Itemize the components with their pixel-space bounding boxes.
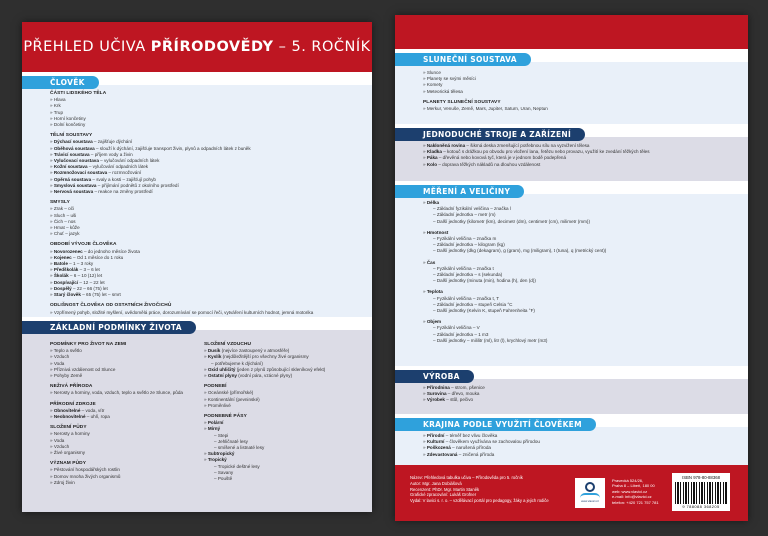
- content-group: [50, 342, 204, 379]
- list-item: » Nervová soustava – reakce na změny prostředí: [50, 189, 358, 195]
- list-item: » Krk: [50, 103, 358, 109]
- content-group: [50, 91, 358, 128]
- list-item: » Poškozená – narušená příroda: [423, 445, 734, 451]
- item-term: Poškozená: [426, 445, 451, 451]
- publisher-line: telefon: +420 721 757 781: [612, 499, 659, 505]
- list-item: » Kolo – doprava těžkých nákladů na dlouhou vzdálenost: [423, 162, 734, 168]
- list-item: » Hmat – kůže: [50, 225, 358, 231]
- section-slunecni: [395, 49, 748, 124]
- item-term: Přírodnina: [426, 385, 450, 390]
- list-item: » Páka – dřevěná nebo kovová tyč, která je v jednom bodě podepřená: [423, 155, 734, 161]
- item-term: Dusík: [207, 348, 221, 354]
- group-title: ČÁSTI LIDSKÉHO TĚLA: [50, 91, 107, 96]
- section-mereni: [395, 181, 748, 366]
- list-item: – Fyzikální veličina – značka t, T: [423, 296, 734, 302]
- list-item: – Fyzikální veličina – značka m: [423, 236, 734, 242]
- group-title: NEŽIVÁ PŘÍRODA: [50, 384, 93, 390]
- list-item: » Přírodní – téměř bez vlivu člověka: [423, 433, 734, 439]
- list-item: » Proměnlivé: [204, 403, 358, 409]
- content-group: [50, 303, 358, 315]
- item-term: Vylučovací soustava: [53, 158, 99, 164]
- item-term: Dospělý: [53, 285, 72, 291]
- section-title: MĚŘENÍ A VELIČINY: [395, 185, 524, 198]
- list-item: » Předškolák – 3 – 6 let: [50, 267, 358, 273]
- item-term: Předškolák: [53, 267, 79, 273]
- section-clovek: [22, 72, 372, 317]
- content-group: [204, 414, 358, 482]
- item-term: Kojenec: [53, 254, 72, 260]
- list-item: » Neobnovitelné – uhlí, ropa: [50, 414, 204, 420]
- section-podminky: [22, 317, 372, 512]
- content-group: [423, 433, 734, 458]
- group-title: TĚLNÍ SOUSTAVY: [50, 133, 93, 139]
- list-item: » Živé organismy: [50, 450, 204, 456]
- list-item: » Kyslík (nejdůležitější pro všechny živé organismy: [204, 354, 358, 360]
- list-item: » Čich – nos: [50, 219, 358, 225]
- publisher-line: Pravecká 524/26,: [612, 478, 644, 483]
- list-item: – potřebujeme k dýchání): [204, 361, 358, 367]
- list-item: » Vzduch: [50, 444, 204, 450]
- list-item: » Hlava: [50, 97, 358, 103]
- group-title: SLOŽENÍ PŮDY: [50, 425, 87, 431]
- footer-line: Název: Přehledová tabulka učiva – Přírodověda pro 5. ročník: [410, 475, 523, 480]
- item-term: Oxid uhličitý: [207, 366, 236, 372]
- list-item: – Fyzikální veličina – V: [423, 325, 734, 331]
- list-item: » Vzduch: [50, 354, 204, 360]
- list-item: » Meteorická tělesa: [423, 89, 734, 95]
- footer-credits: [410, 475, 549, 504]
- list-item: » Nerosty a horniny: [50, 431, 204, 437]
- item-term: Neobnovitelné: [53, 414, 86, 420]
- list-item: » Opěrná soustava – svaly a kosti – zajišťují pohyb: [50, 177, 358, 183]
- footer: [395, 465, 748, 521]
- footer-line: Vydal: V lavici s. r. o. – vzdělávací portál pro pedagogy, žáky a jejich rodiče: [410, 498, 549, 504]
- publisher-line: web: www.vlavici.cz: [612, 488, 648, 494]
- item-term: Kožní soustava: [53, 164, 88, 170]
- content-group: [423, 319, 734, 344]
- content-group: [50, 402, 204, 421]
- group-title: SLOŽENÍ VZDUCHU: [204, 342, 252, 347]
- list-item: – Pouště: [204, 476, 358, 482]
- list-item: » Domov mnoha živých organismů: [50, 474, 204, 480]
- left-page: [22, 22, 372, 512]
- list-item: » Novorozenec – do jednoho měsíce života: [50, 249, 358, 255]
- list-item: » Přírodnina – strom, pšenice: [423, 385, 734, 391]
- item-term: Dospívající: [53, 279, 79, 285]
- item-term: Páka: [426, 155, 438, 161]
- item-term: Subtropický: [207, 451, 235, 457]
- content-group: [50, 133, 358, 195]
- list-item: » Zdevastovaná – zničená příroda: [423, 452, 734, 458]
- item-term: Kladka: [426, 149, 442, 155]
- list-item: – Základní jednotka – s (sekunda): [423, 272, 734, 278]
- item-term: Rozmnožovací soustava: [53, 170, 108, 176]
- list-item: » Vylučovací soustava – vylučování odpadních látek: [50, 158, 358, 164]
- item-term: Starý člověk: [53, 292, 81, 298]
- list-item: » Starý člověk – 65 (75) let – smrt: [50, 292, 358, 298]
- list-item: » Oxid uhličitý (jeden z plynů způsobující skleníkový efekt): [204, 367, 358, 373]
- list-item: » Dospívající – 12 – 22 let: [50, 280, 358, 286]
- section-vyroba: [395, 366, 748, 414]
- list-item: » Komety: [423, 82, 734, 88]
- list-item: » Oběhová soustava – slouží k dýchání, zajišťuje transport živin, plynů a odpadních látek z buněk: [50, 146, 358, 152]
- item-term: Nervová soustava: [53, 189, 94, 195]
- content-group: [423, 70, 734, 95]
- list-item: – Stepi: [204, 433, 358, 439]
- item-term: Kolo: [426, 161, 438, 167]
- list-item: » Smyslová soustava – přijímání podnětů z okolního prostředí: [50, 183, 358, 189]
- publisher-address: [612, 478, 659, 505]
- section-stroje: [395, 124, 748, 181]
- group-title: PODNEBÍ: [204, 384, 227, 390]
- content-group: [50, 384, 204, 396]
- content-group: [50, 200, 358, 237]
- list-item: » Zdroj živin: [50, 480, 204, 486]
- item-term: Zdevastovaná: [426, 451, 458, 457]
- item-term: Dýchací soustava: [53, 139, 93, 145]
- content-group: [204, 342, 358, 379]
- list-item: » Obnovitelné – voda, vítr: [50, 408, 204, 414]
- publisher-logo: www.vlavici.cz: [575, 478, 605, 508]
- content-group: [423, 385, 734, 404]
- content-group: [50, 425, 204, 456]
- list-item: – Další jednotky (Kelvin K, stupeň Fahrenheita °F): [423, 308, 734, 314]
- publisher-line: e-mail: info@vlavici.cz: [612, 494, 652, 500]
- list-item: » Kontinentální (pevninské): [204, 397, 358, 403]
- list-item: » Kladka – kotouč s drážkou po obvodu pro vložení lana, řetězu nebo provazu, využití ke zvedání těžkých těles: [423, 149, 734, 155]
- list-item: » Pohyby Země: [50, 373, 204, 379]
- section-title: VÝROBA: [395, 370, 474, 383]
- item-term: Obnovitelné: [53, 407, 81, 413]
- list-item: – Základní jednotka – 1 m3: [423, 332, 734, 338]
- item-term: Opěrná soustava: [53, 176, 92, 182]
- section-krajina: [395, 414, 748, 469]
- item-term: Surovina: [426, 391, 447, 397]
- item-term: Kyslík: [207, 354, 222, 360]
- list-item: » Kojenec – Od 1 měsíce do 1 roku: [50, 255, 358, 261]
- group-title: PODMÍNKY PRO ŽIVOT NA ZEMI: [50, 342, 127, 347]
- footer-line: Grafické zpracování: Lukáš Grofner: [410, 492, 477, 498]
- list-item: – smíšené a listnaté lesy: [204, 445, 358, 451]
- group-title: SMYSLY: [50, 200, 70, 206]
- list-item: » Batole – 1 – 3 roky: [50, 261, 358, 267]
- group-title: PODNEBNÉ PÁSY: [204, 414, 247, 420]
- list-item: – Jehličnaté lesy: [204, 439, 358, 445]
- list-item: » Trávicí soustava – příjem vody a živin: [50, 152, 358, 158]
- list-item: » Nerosty a horniny, voda, vzduch, teplo a světlo ze Slunce, půda: [50, 390, 204, 396]
- item-term: Ostatní plyny: [207, 373, 237, 379]
- page-header: [22, 22, 372, 72]
- item-term: Čas: [426, 259, 436, 265]
- item-term: Nakloněná rovina: [426, 143, 466, 148]
- list-item: » Výrobek – stůl, pečivo: [423, 397, 734, 403]
- book-icon: [580, 493, 600, 498]
- list-item: » Ostatní plyny (vodní pára, vzácné plyny): [204, 373, 358, 379]
- item-term: Objem: [426, 319, 442, 325]
- group-title: PLANETY SLUNEČNÍ SOUSTAVY: [423, 99, 501, 105]
- list-item: » Dolní končetiny: [50, 122, 358, 128]
- publisher-line: Praha 8 – Libeň, 180 00: [612, 483, 655, 489]
- list-item: » Slunce: [423, 70, 734, 76]
- right-page: [395, 15, 748, 521]
- item-term: Novorozenec: [53, 248, 83, 254]
- list-item: » Trup: [50, 110, 358, 116]
- list-item: – Tropické deštné lesy: [204, 464, 358, 470]
- list-item: » Kulturní – člověkem využívána se zachovalou přírodou: [423, 439, 734, 445]
- footer-line: Recenzent: PhDr. Mgr. Martin Staněk: [410, 486, 480, 492]
- list-item: » Dusík (nejvíce zastoupený v atmosféře): [204, 348, 358, 354]
- list-item: » Kožní soustava – vylučování odpadních látek: [50, 164, 358, 170]
- list-item: – Základní jednotka – kilogram (kg): [423, 242, 734, 248]
- item-term: Polární: [207, 420, 224, 426]
- page-header: [395, 15, 748, 49]
- list-item: » Dýchací soustava – zajišťuje dýchání: [50, 139, 358, 145]
- group-title: PŘÍRODNÍ ZDROJE: [50, 401, 96, 407]
- list-item: – Fyzikální veličina – značka t: [423, 266, 734, 272]
- item-term: Smyslová soustava: [53, 182, 97, 188]
- item-term: Teplota: [426, 289, 443, 295]
- list-item: » Dospělý – 22 – 66 (75) let: [50, 286, 358, 292]
- content-group: [423, 289, 734, 314]
- list-item: – Další jednotky (minuta (min), hodina (h), den (d)): [423, 278, 734, 284]
- list-item: – Základní fyzikální veličina – značka l: [423, 206, 734, 212]
- list-item: » Voda: [50, 438, 204, 444]
- item-term: Trávicí soustava: [53, 151, 90, 157]
- section-title: JEDNODUCHÉ STROJE A ZAŘÍZENÍ: [395, 128, 585, 141]
- item-term: Mírný: [207, 426, 221, 432]
- item-term: Délka: [426, 200, 440, 205]
- list-item: » Pěstování hospodářských rostlin: [50, 467, 204, 473]
- list-item: » Horní končetiny: [50, 116, 358, 122]
- isbn-barcode: ISBN 978-80-88368 9 788088 368205: [672, 473, 730, 511]
- list-item: » Nakloněná rovina – šikmá deska zmenšující potřebnou sílu na vyzvižení tělesa: [423, 143, 734, 149]
- page-title: PŘEHLED UČIVA PŘÍRODOVĚDY – 5. ROČNÍK: [23, 39, 371, 55]
- list-item: » Rozmnožovací soustava – rozmnožování: [50, 170, 358, 176]
- list-item: – Další jednotky (kilometr (km), decimetr (dm), centimetr (cm), milimetr (mm)): [423, 219, 734, 225]
- item-term: Přírodní: [426, 433, 445, 438]
- content-group: [423, 230, 734, 255]
- section-title: ČLOVĚK: [22, 76, 99, 89]
- list-item: – Další jednotky – mililitr (ml), litr (l), krychlový metr (m3): [423, 338, 734, 344]
- list-item: » Vzpřímený pohyb, složité myšlení, uvědomělá práce, dorozumívání se pomocí řeči, vytváření kulturních hodnot, jemná motorika: [50, 310, 358, 316]
- content-group: [50, 461, 204, 486]
- list-item: » Zrak – oči: [50, 206, 358, 212]
- list-item: – Další jednotky (dkg (dekagram), g (gram), mg (miligram), t (tuna), q (metrický cent)): [423, 248, 734, 254]
- item-term: Výrobek: [426, 397, 445, 403]
- content-group: [423, 200, 734, 225]
- item-term: Batole: [53, 261, 68, 267]
- list-item: – Savany: [204, 470, 358, 476]
- section-title: SLUNEČNÍ SOUSTAVA: [395, 53, 531, 66]
- content-group: [423, 100, 734, 112]
- item-term: Školák: [53, 273, 69, 279]
- list-item: » Planety se svými měsíci: [423, 76, 734, 82]
- group-title: VÝZNAM PŮDY: [50, 461, 87, 467]
- content-group: [204, 384, 358, 409]
- list-item: » Voda: [50, 361, 204, 367]
- list-item: » Merkur, Venuše, Země, Mars, Jupiter, Saturn, Uran, Neptun: [423, 106, 734, 112]
- list-item: – Základní jednotka – metr (m): [423, 212, 734, 218]
- section-title: KRAJINA PODLE VYUŽITÍ ČLOVĚKEM: [395, 418, 596, 431]
- list-item: » Školák – 6 – 10 (12) let: [50, 273, 358, 279]
- section-title: ZÁKLADNÍ PODMÍNKY ŽIVOTA: [22, 321, 196, 334]
- person-icon: [585, 482, 595, 492]
- list-item: » Teplo a světlo: [50, 348, 204, 354]
- footer-line: Autor: Mgr. Jana Dobiášová: [410, 480, 462, 486]
- group-title: ODLIŠNOST ČLOVĚKA OD OSTATNÍCH ŽIVOČICHŮ: [50, 303, 172, 309]
- list-item: » Surovina – dřevo, mouka: [423, 391, 734, 397]
- item-term: Tropický: [207, 457, 227, 463]
- list-item: » Chuť – jazyk: [50, 231, 358, 237]
- list-item: » Příznivá vzdálenost od Slunce: [50, 367, 204, 373]
- barcode-icon: [675, 482, 727, 504]
- item-term: Hmotnost: [426, 229, 449, 235]
- list-item: – Základní jednotka – stupeň Celsia °C: [423, 302, 734, 308]
- content-group: [423, 143, 734, 168]
- list-item: » Oceánské (přímořské): [204, 390, 358, 396]
- item-term: Oběhová soustava: [53, 145, 95, 151]
- item-term: Kulturní: [426, 439, 445, 445]
- list-item: » Sluch – uši: [50, 213, 358, 219]
- content-group: [423, 260, 734, 285]
- content-group: [50, 242, 358, 298]
- group-title: OBDOBÍ VÝVOJE ČLOVĚKA: [50, 242, 117, 248]
